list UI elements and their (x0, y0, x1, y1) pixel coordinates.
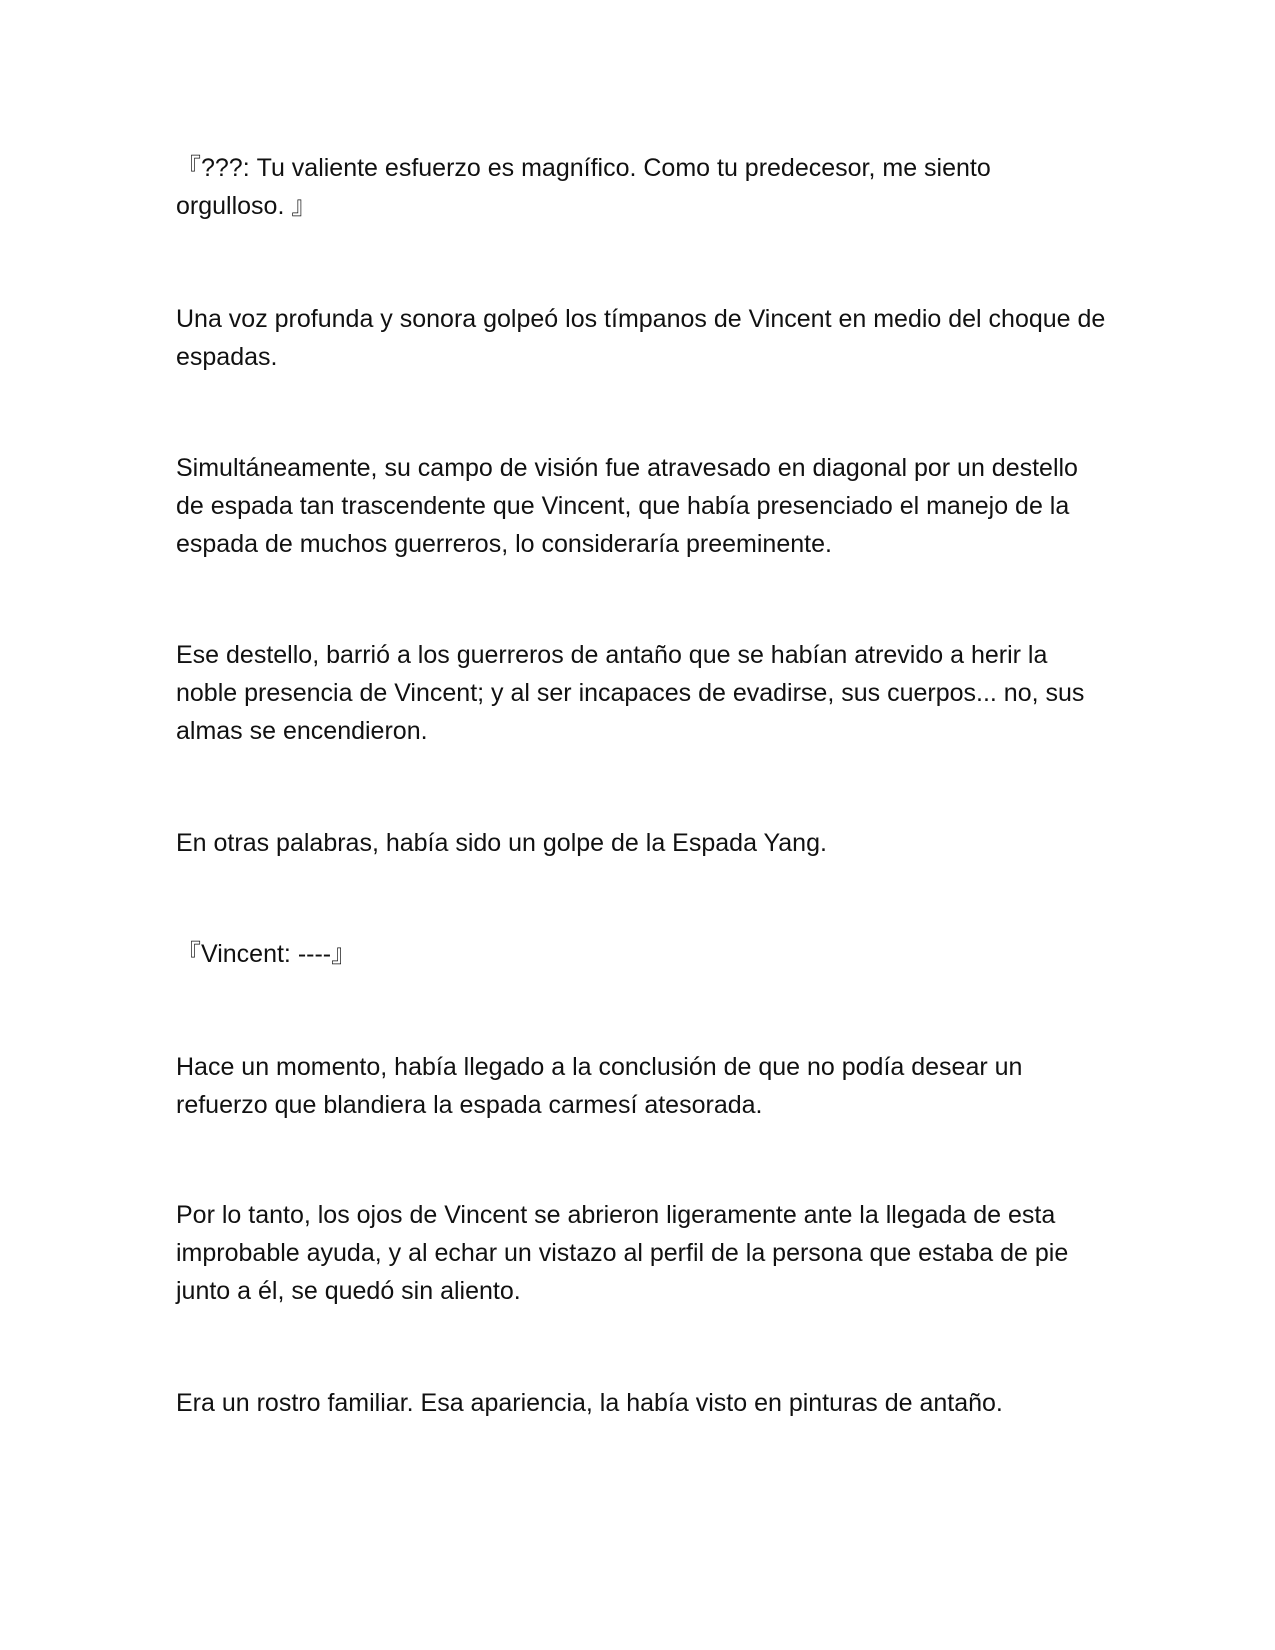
narration-paragraph: Una voz profunda y sonora golpeó los tímpanos de Vincent en medio del choque de espadas. (176, 305, 1113, 371)
dialogue-paragraph: 『???: Tu valiente esfuerzo es magnífico. Como tu predecesor, me siento orgulloso. 』 (176, 154, 998, 220)
narration-paragraph: Hace un momento, había llegado a la conclusión de que no podía desear un refuerzo que blandiera la espada carmesí atesorada. (176, 1053, 1030, 1119)
narration-paragraph: Era un rostro familiar. Esa apariencia, la había visto en pinturas de antaño. (176, 1389, 1003, 1417)
narration-paragraph: En otras palabras, había sido un golpe de la Espada Yang. (176, 829, 827, 857)
narration-paragraph: Por lo tanto, los ojos de Vincent se abrieron ligeramente ante la llegada de esta improbable ayuda, y al echar un vistazo al perfil de la persona que estaba de pie junto a él, se quedó sin aliento. (176, 1201, 1076, 1305)
narration-paragraph: Simultáneamente, su campo de visión fue atravesado en diagonal por un destello de espada tan trascendente que Vincent, que había presenciado el manejo de la espada de muchos guerreros, lo consideraría preeminente. (176, 454, 1085, 558)
narration-paragraph: Ese destello, barrió a los guerreros de antaño que se habían atrevido a herir la noble presencia de Vincent; y al ser incapaces de evadirse, sus cuerpos... no, sus almas se encendieron. (176, 641, 1092, 745)
dialogue-paragraph: 『Vincent: ----』 (176, 940, 357, 968)
